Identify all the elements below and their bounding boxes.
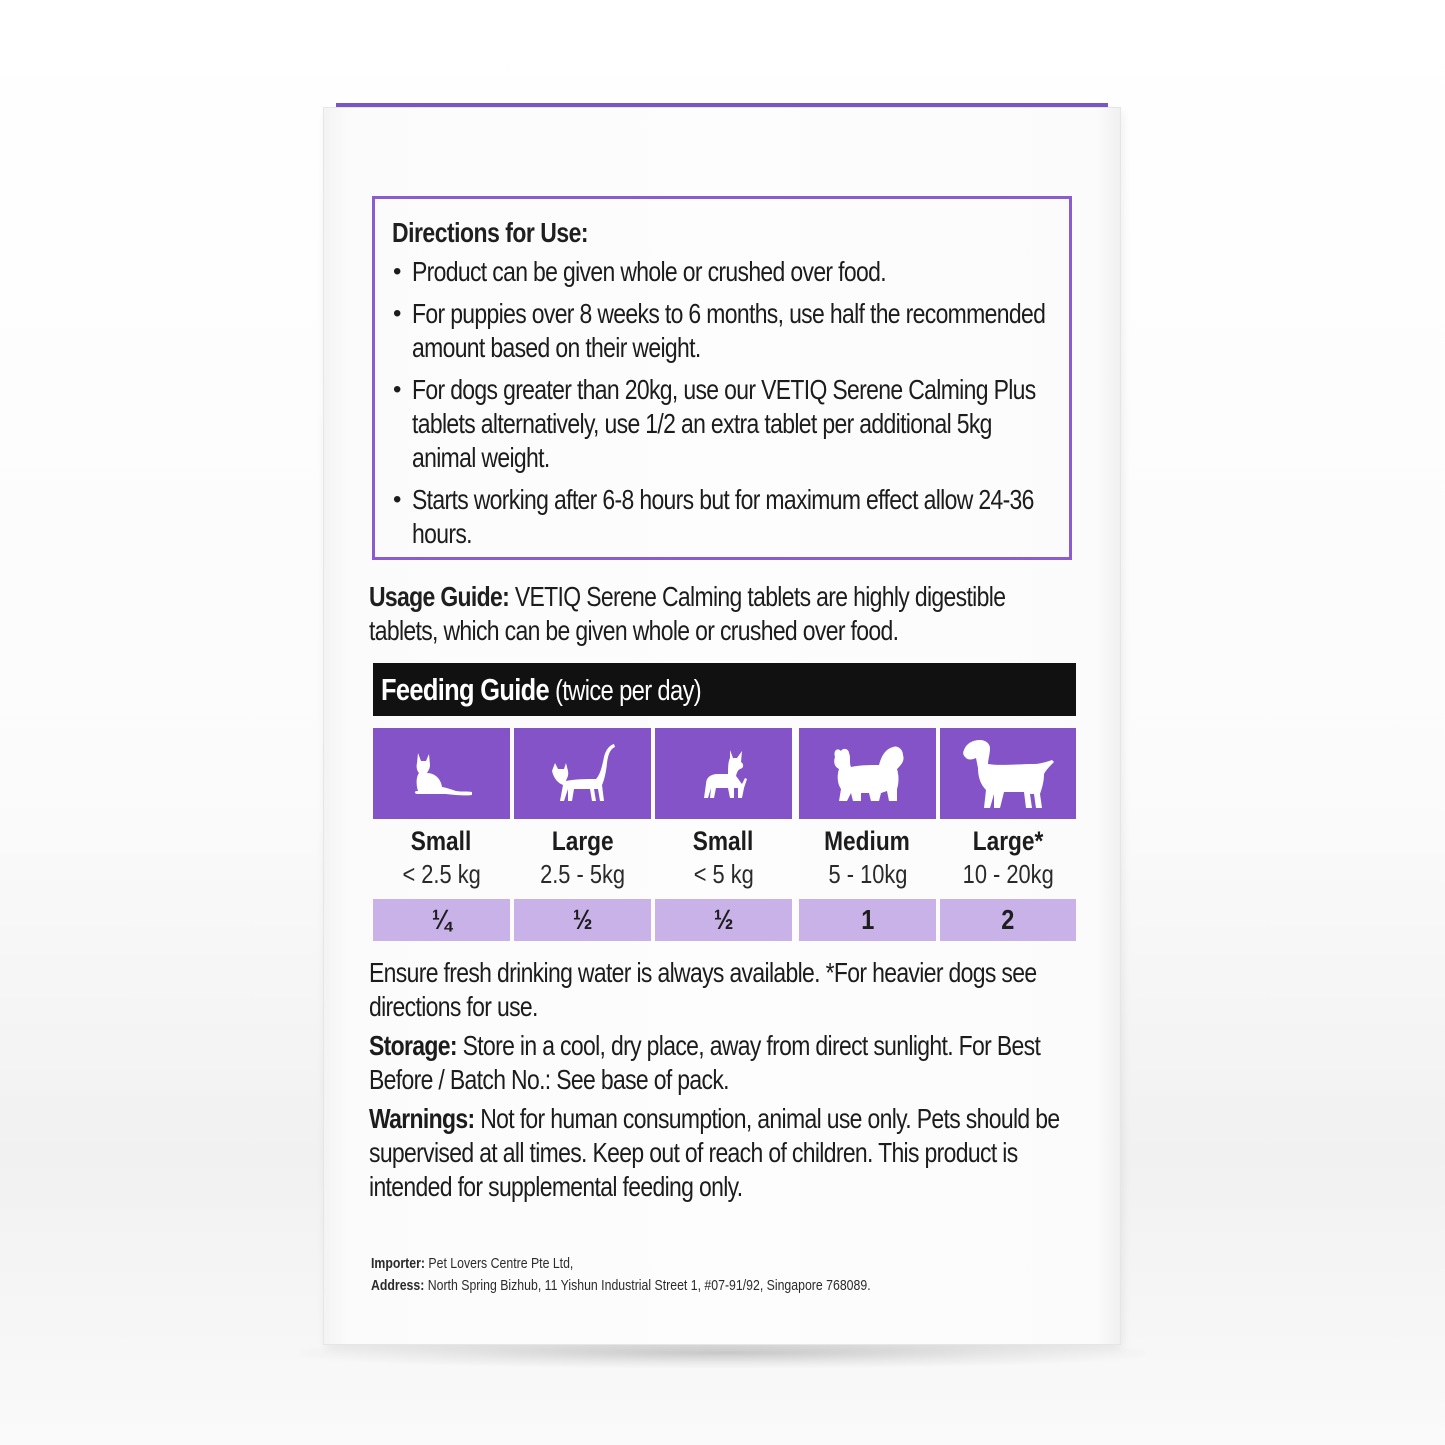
size-label: Medium [824,826,911,856]
storage-label: Storage: [369,1030,457,1061]
directions-item: • For puppies over 8 weeks to 6 months, use half the recommended amount based on their weight. [392,297,1053,365]
usage-guide [369,580,1074,648]
warnings-note: Warnings: Not for human consumption, animal use only. Pets should be supervised at all times. Keep out of reach of children. This product is intended for supplemental feeding only. [369,1103,1060,1202]
feeding-guide-subtitle: (twice per day) [549,675,702,707]
feeding-guide-table [373,728,1076,942]
dose-value: ½ [713,904,734,935]
size-label: Large* [972,826,1044,856]
usage-guide-label: Usage Guide: [369,581,510,612]
large-dog-icon [960,738,1056,810]
weight-range: < 2.5 kg [402,859,481,889]
medium-dog-icon [831,743,905,805]
directions-list [392,255,1053,551]
cat-walking-icon [548,743,618,805]
directions-title: Directions for Use: [392,217,589,248]
usage-guide-text: VETIQ Serene Calming tablets are highly digestible tablets, which can be given whole or crushed over food. [369,581,1006,646]
weight-range: 2.5 - 5kg [540,859,625,889]
directions-panel [372,196,1072,560]
weight-range: 5 - 10kg [828,859,907,889]
small-dog-icon [700,748,748,800]
size-label: Small [411,826,472,856]
dose-value: 1 [860,904,875,935]
dose-value: 2 [1001,904,1015,935]
weight-range: < 5 kg [693,859,754,889]
dose-value: ½ [572,904,593,935]
importer-info [371,1253,1011,1297]
weight-range: 10 - 20kg [962,859,1054,889]
feeding-column-large-dog [940,728,1076,942]
directions-item: • Starts working after 6-8 hours but for maximum effect allow 24-36 hours. [392,483,1053,551]
address-line: Address: North Spring Bizhub, 11 Yishun Industrial Street 1, #07-91/92, Singapore 768089. [371,1277,871,1294]
cat-sitting-icon [410,751,474,797]
directions-item: • For dogs greater than 20kg, use our VETIQ Serene Calming Plus tablets alternatively, use 1/2 an extra tablet per additional 5kg animal weight. [392,373,1053,475]
dose-value: ¼ [431,904,452,935]
directions-item: • Product can be given whole or crushed over food. [392,255,1053,289]
box-top-accent-line [336,103,1108,107]
feeding-guide-title: Feeding Guide [381,672,550,707]
feeding-column-small-cat [373,728,510,942]
feeding-guide-header [373,663,1076,716]
feeding-column-large-cat [514,728,651,942]
storage-note: Storage: Store in a cool, dry place, away from direct sunlight. For Best Before / Batch No.: See base of pack. [369,1030,1041,1095]
feeding-column-small-dog [655,728,792,942]
size-label: Large [551,826,614,856]
notes-section [369,956,1078,1209]
importer-line: Importer: Pet Lovers Centre Pte Ltd, [371,1255,574,1272]
water-note: Ensure fresh drinking water is always available. *For heavier dogs see directions for use. [369,957,1037,1022]
feeding-column-medium-dog [799,728,936,942]
size-label: Small [693,826,754,856]
warnings-label: Warnings: [369,1103,475,1134]
